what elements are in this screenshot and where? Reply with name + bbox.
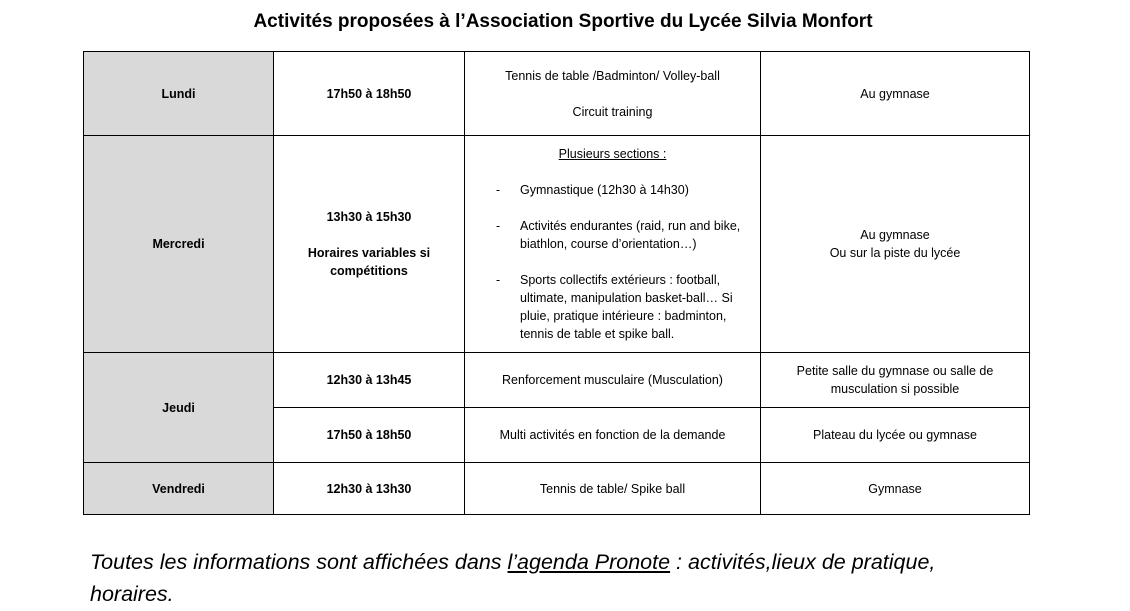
time-cell: 17h50 à 18h50: [274, 408, 465, 463]
table-row: [84, 463, 1030, 515]
list-item: [471, 181, 754, 199]
footer-text: : activités,lieux de pratique, horaires.: [90, 550, 936, 606]
time-text: 13h30 à 15h30: [326, 210, 412, 224]
place-cell: [761, 136, 1030, 353]
place-cell: Gymnase: [761, 463, 1030, 515]
place-cell: Petite salle du gymnase ou salle de musculation si possible: [761, 353, 1030, 408]
place-cell: Plateau du lycée ou gymnase: [761, 408, 1030, 463]
list-item-text: Activités endurantes (raid, run and bike, biathlon, course d’orientation…): [520, 219, 741, 251]
place-text: Ou sur la piste du lycée: [829, 246, 961, 260]
schedule-table: [83, 51, 1030, 515]
place-cell: Au gymnase: [761, 52, 1030, 136]
activity-text: Tennis de table /Badminton/ Volley-ball: [505, 68, 720, 83]
time-cell: 17h50 à 18h50: [274, 52, 465, 136]
activity-cell: Tennis de table/ Spike ball: [465, 463, 761, 515]
sections-list: [471, 181, 754, 343]
dash-bullet: -: [496, 273, 501, 287]
list-item: [471, 217, 754, 253]
time-note: Horaires variables si compétitions: [307, 246, 431, 278]
place-text: Au gymnase: [860, 228, 930, 242]
table-row: [84, 353, 1030, 408]
activity-cell: Multi activités en fonction de la demande: [465, 408, 761, 463]
list-item: [471, 271, 754, 343]
activity-cell: Renforcement musculaire (Musculation): [465, 353, 761, 408]
day-cell-jeudi: Jeudi: [84, 353, 274, 463]
time-cell: 12h30 à 13h45: [274, 353, 465, 408]
day-cell-lundi: Lundi: [84, 52, 274, 136]
footer-note: [90, 546, 1010, 610]
footer-text: Toutes les informations sont affichées dans: [90, 550, 508, 574]
dash-bullet: -: [496, 183, 501, 197]
day-cell-mercredi: Mercredi: [84, 136, 274, 353]
pronote-agenda-link[interactable]: l’agenda Pronote: [507, 550, 671, 574]
list-item-text: Gymnastique (12h30 à 14h30): [520, 183, 689, 197]
activity-cell: [465, 136, 761, 353]
list-item-text: Sports collectifs extérieurs : football, ultimate, manipulation basket-ball… Si pluie, pratique intérieure : badminton, tennis de table et spike ball.: [520, 273, 733, 341]
day-cell-vendredi: Vendredi: [84, 463, 274, 515]
time-cell: 12h30 à 13h30: [274, 463, 465, 515]
table-row: [84, 136, 1030, 353]
time-cell: [274, 136, 465, 353]
table-row: [84, 52, 1030, 136]
dash-bullet: -: [496, 219, 501, 233]
activity-text: Circuit training: [572, 104, 653, 119]
sections-header: Plusieurs sections :: [558, 147, 667, 161]
page-title: Activités proposées à l’Association Sportive du Lycée Silvia Monfort: [253, 11, 873, 32]
activity-cell: [465, 52, 761, 136]
